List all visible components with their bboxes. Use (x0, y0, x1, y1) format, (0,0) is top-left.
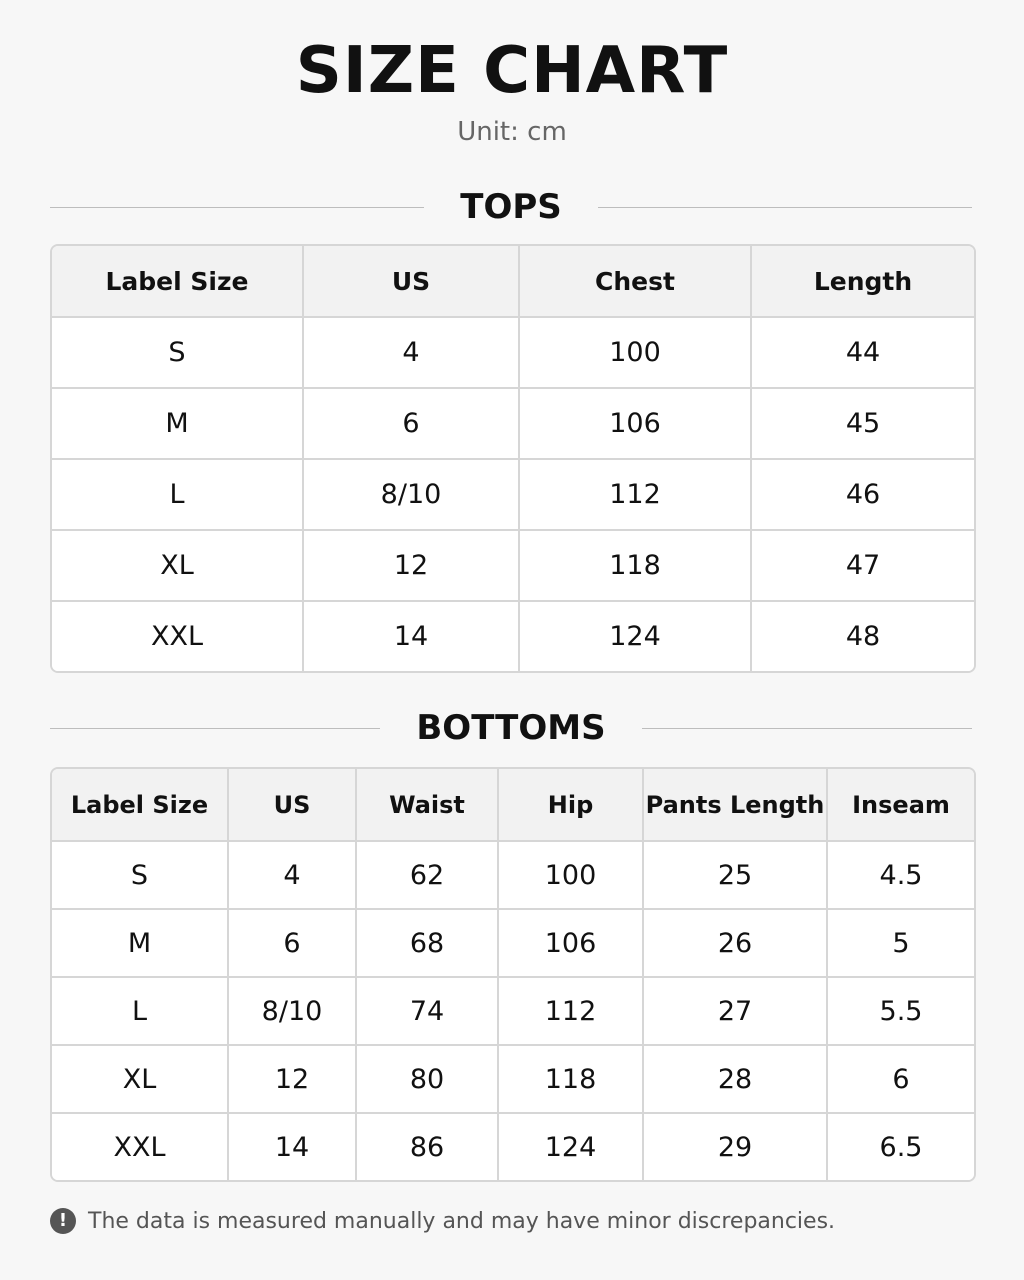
cell-us: 8/10 (229, 978, 357, 1046)
cell-inseam: 6.5 (828, 1114, 974, 1180)
table-row (52, 1046, 974, 1114)
cell-chest: 124 (520, 602, 752, 671)
cell-hip: 118 (499, 1046, 644, 1114)
column-header-waist: Waist (357, 769, 499, 842)
cell-pants-length: 26 (644, 910, 828, 978)
cell-us: 12 (229, 1046, 357, 1114)
cell-chest: 100 (520, 318, 752, 389)
cell-label-size: L (52, 978, 229, 1046)
cell-chest: 112 (520, 460, 752, 531)
cell-us: 14 (229, 1114, 357, 1180)
cell-label-size: M (52, 910, 229, 978)
cell-hip: 112 (499, 978, 644, 1046)
cell-length: 46 (752, 460, 974, 531)
bottoms-heading: BOTTOMS (416, 708, 606, 748)
bottoms-size-table (50, 767, 976, 1182)
cell-us: 4 (229, 842, 357, 910)
cell-inseam: 5.5 (828, 978, 974, 1046)
disclaimer-text: The data is measured manually and may have minor discrepancies. (88, 1208, 836, 1234)
column-header-label-size: Label Size (52, 246, 304, 318)
divider-left (50, 207, 424, 208)
column-header-hip: Hip (499, 769, 644, 842)
cell-us: 4 (304, 318, 520, 389)
tops-size-table (50, 244, 976, 673)
cell-label-size: S (52, 842, 229, 910)
cell-label-size: XXL (52, 1114, 229, 1180)
cell-length: 48 (752, 602, 974, 671)
cell-pants-length: 25 (644, 842, 828, 910)
bottoms-section-header (50, 706, 972, 750)
cell-pants-length: 27 (644, 978, 828, 1046)
cell-waist: 68 (357, 910, 499, 978)
cell-label-size: L (52, 460, 304, 531)
divider-left (50, 728, 380, 729)
cell-waist: 74 (357, 978, 499, 1046)
column-header-length: Length (752, 246, 974, 318)
table-header-row (52, 769, 974, 842)
cell-label-size: M (52, 389, 304, 460)
cell-label-size: XL (52, 531, 304, 602)
column-header-inseam: Inseam (828, 769, 974, 842)
cell-us: 14 (304, 602, 520, 671)
column-header-chest: Chest (520, 246, 752, 318)
cell-pants-length: 29 (644, 1114, 828, 1180)
divider-right (642, 728, 972, 729)
cell-pants-length: 28 (644, 1046, 828, 1114)
cell-chest: 118 (520, 531, 752, 602)
cell-label-size: XL (52, 1046, 229, 1114)
cell-waist: 62 (357, 842, 499, 910)
cell-inseam: 4.5 (828, 842, 974, 910)
cell-chest: 106 (520, 389, 752, 460)
table-row (52, 460, 974, 531)
column-header-us: US (229, 769, 357, 842)
table-header-row (52, 246, 974, 318)
column-header-us: US (304, 246, 520, 318)
cell-us: 8/10 (304, 460, 520, 531)
cell-length: 47 (752, 531, 974, 602)
cell-inseam: 5 (828, 910, 974, 978)
cell-label-size: XXL (52, 602, 304, 671)
cell-us: 12 (304, 531, 520, 602)
cell-length: 44 (752, 318, 974, 389)
cell-hip: 100 (499, 842, 644, 910)
table-row (52, 910, 974, 978)
exclamation-circle-icon: ! (50, 1208, 76, 1234)
table-row (52, 602, 974, 671)
tops-section-header (50, 185, 972, 229)
cell-us: 6 (304, 389, 520, 460)
unit-label: Unit: cm (457, 117, 567, 147)
tops-heading: TOPS (460, 187, 562, 227)
cell-hip: 124 (499, 1114, 644, 1180)
disclaimer-note (50, 1203, 835, 1239)
cell-hip: 106 (499, 910, 644, 978)
cell-us: 6 (229, 910, 357, 978)
cell-waist: 86 (357, 1114, 499, 1180)
page-title: SIZE CHART (295, 34, 729, 108)
table-row (52, 1114, 974, 1180)
column-header-pants-length: Pants Length (644, 769, 828, 842)
cell-length: 45 (752, 389, 974, 460)
table-row (52, 978, 974, 1046)
cell-inseam: 6 (828, 1046, 974, 1114)
cell-waist: 80 (357, 1046, 499, 1114)
table-row (52, 318, 974, 389)
table-row (52, 389, 974, 460)
divider-right (598, 207, 972, 208)
column-header-label-size: Label Size (52, 769, 229, 842)
table-row (52, 842, 974, 910)
cell-label-size: S (52, 318, 304, 389)
table-row (52, 531, 974, 602)
